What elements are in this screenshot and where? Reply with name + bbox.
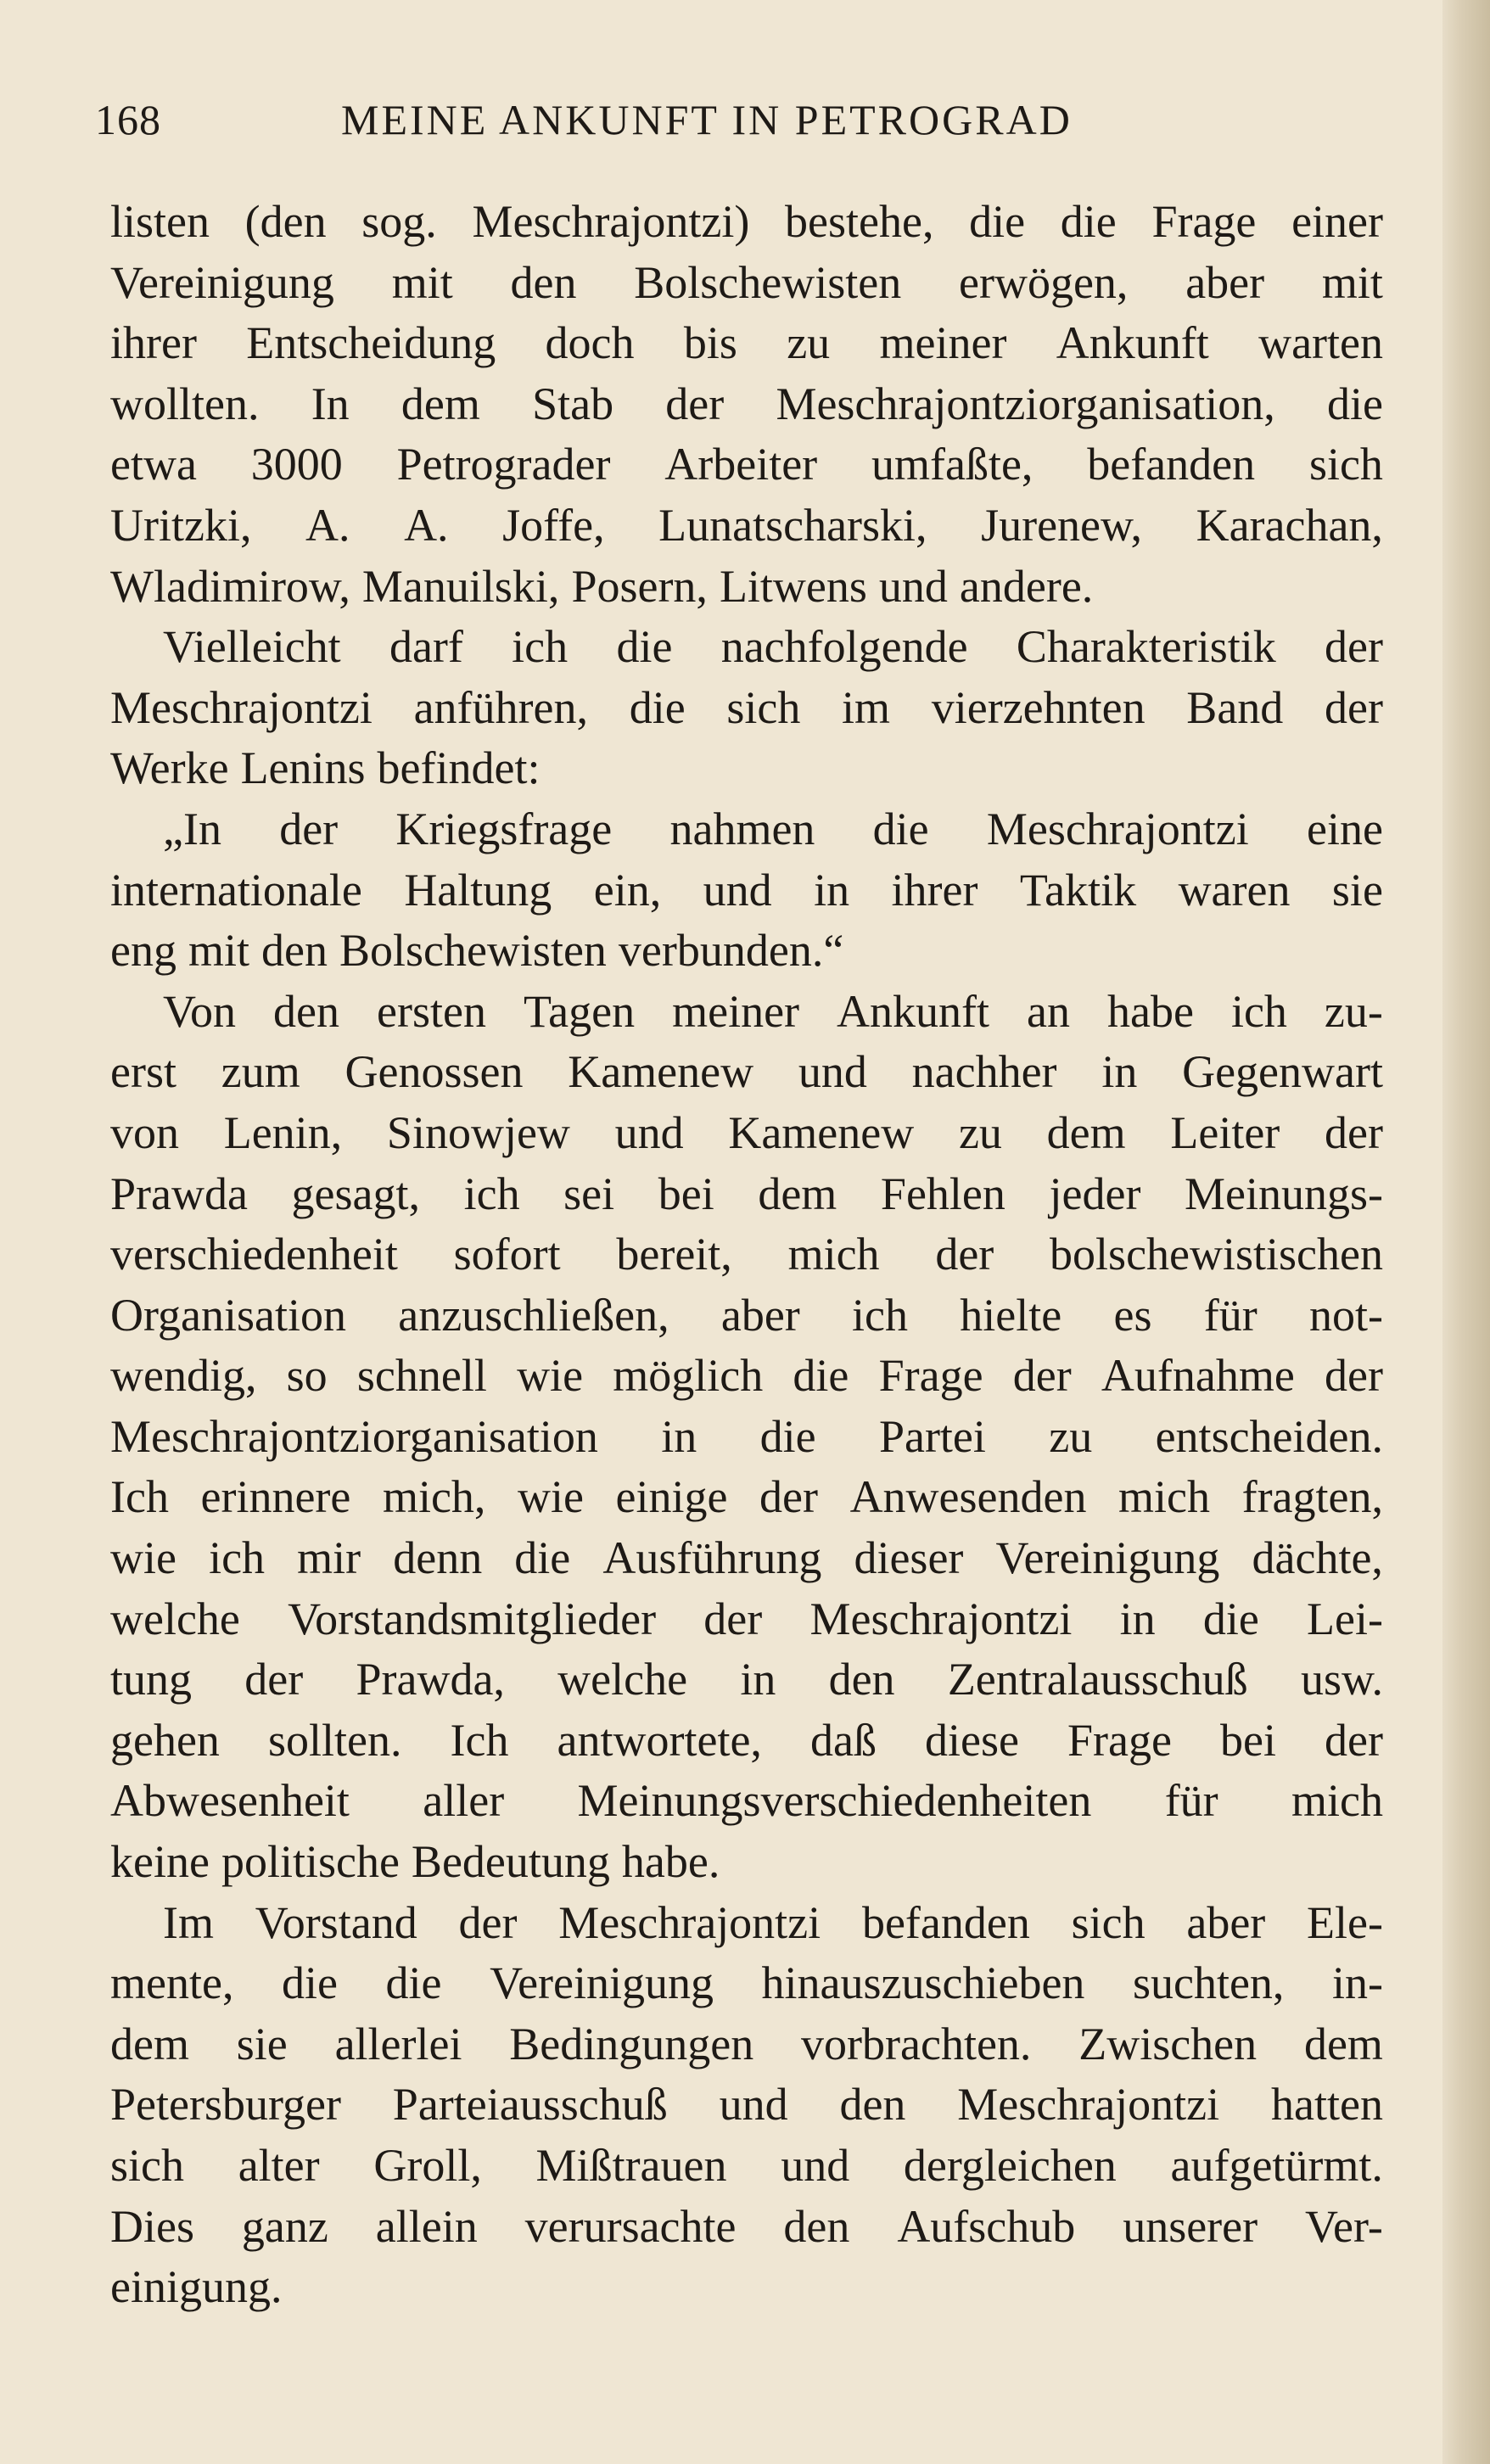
text-line: einigung. [110, 2261, 283, 2313]
text-line: dem sie allerlei Bedingungen vorbrachten. Zwischen dem [110, 2018, 1383, 2069]
text-line: Wladimirow, Manuilski, Posern, Litwens und andere. [110, 560, 1094, 612]
text-line: erst zum Genossen Kamenew und nachher in Gegenwart [110, 1046, 1383, 1098]
text-line: von Lenin, Sinowjew und Kamenew zu dem Leiter der [110, 1106, 1383, 1158]
text-line: wollten. In dem Stab der Meschrajontziorganisation, die [110, 378, 1383, 429]
page-number: 168 [95, 96, 161, 143]
text-line: Werke Lenins befindet: [110, 742, 541, 794]
page-edge [1442, 0, 1490, 2464]
text-line: Petersburger Parteiausschuß und den Meschrajontzi hatten [110, 2079, 1383, 2131]
quote-line: internationale Haltung ein, und in ihrer Taktik waren sie [110, 864, 1383, 916]
running-title: MEINE ANKUNFT IN PETROGRAD [341, 96, 1073, 143]
body-text [110, 192, 1383, 2318]
quote-first-line: „In der Kriegsfrage nahmen die Meschrajontzi eine [163, 803, 1383, 854]
text-line: Meschrajontziorganisation in die Partei zu entscheiden. [110, 1410, 1383, 1462]
text-line: Dies ganz allein verursachte den Aufschub unserer Ver- [110, 2200, 1383, 2252]
text-line: Prawda gesagt, ich sei bei dem Fehlen jeder Meinungs- [110, 1168, 1383, 1219]
text-line: wie ich mir denn die Ausführung dieser Vereinigung dächte, [110, 1532, 1383, 1584]
text-line: gehen sollten. Ich antwortete, daß diese Frage bei der [110, 1714, 1383, 1766]
paragraph-first-line: Im Vorstand der Meschrajontzi befanden sich aber Ele- [163, 1896, 1383, 1948]
text-line: Ich erinnere mich, wie einige der Anwesenden mich fragten, [110, 1471, 1383, 1523]
text-line: verschiedenheit sofort bereit, mich der bolschewistischen [110, 1229, 1383, 1280]
text-line: wendig, so schnell wie möglich die Frage der Aufnahme der [110, 1350, 1383, 1402]
text-line: ihrer Entscheidung doch bis zu meiner Ankunft warten [110, 317, 1383, 369]
text-line: Organisation anzuschließen, aber ich hielte es für not- [110, 1289, 1383, 1341]
text-line: keine politische Bedeutung habe. [110, 1836, 720, 1888]
text-line: Vereinigung mit den Bolschewisten erwögen, aber mit [110, 256, 1383, 308]
text-line: Meschrajontzi anführen, die sich im vierzehnten Band der [110, 681, 1383, 733]
text-line: Abwesenheit aller Meinungsverschiedenheiten für mich [110, 1775, 1383, 1827]
quote-line: eng mit den Bolschewisten verbunden.“ [110, 925, 844, 977]
paragraph-first-line: Von den ersten Tagen meiner Ankunft an habe ich zu- [163, 985, 1383, 1037]
text-line: Uritzki, A. A. Joffe, Lunatscharski, Jurenew, Karachan, [110, 499, 1383, 551]
text-line: sich alter Groll, Mißtrauen und dergleichen aufgetürmt. [110, 2140, 1383, 2191]
running-header [95, 95, 1198, 146]
text-line: welche Vorstandsmitglieder der Meschrajontzi in die Lei- [110, 1593, 1383, 1644]
text-line: mente, die die Vereinigung hinauszuschieben suchten, in- [110, 1957, 1383, 2009]
paragraph-first-line: Vielleicht darf ich die nachfolgende Charakteristik der [163, 621, 1383, 673]
text-line: listen (den sog. Meschrajontzi) bestehe, die die Frage einer [110, 196, 1383, 247]
text-line: etwa 3000 Petrograder Arbeiter umfaßte, befanden sich [110, 439, 1383, 490]
text-line: tung der Prawda, welche in den Zentralausschuß usw. [110, 1654, 1383, 1705]
